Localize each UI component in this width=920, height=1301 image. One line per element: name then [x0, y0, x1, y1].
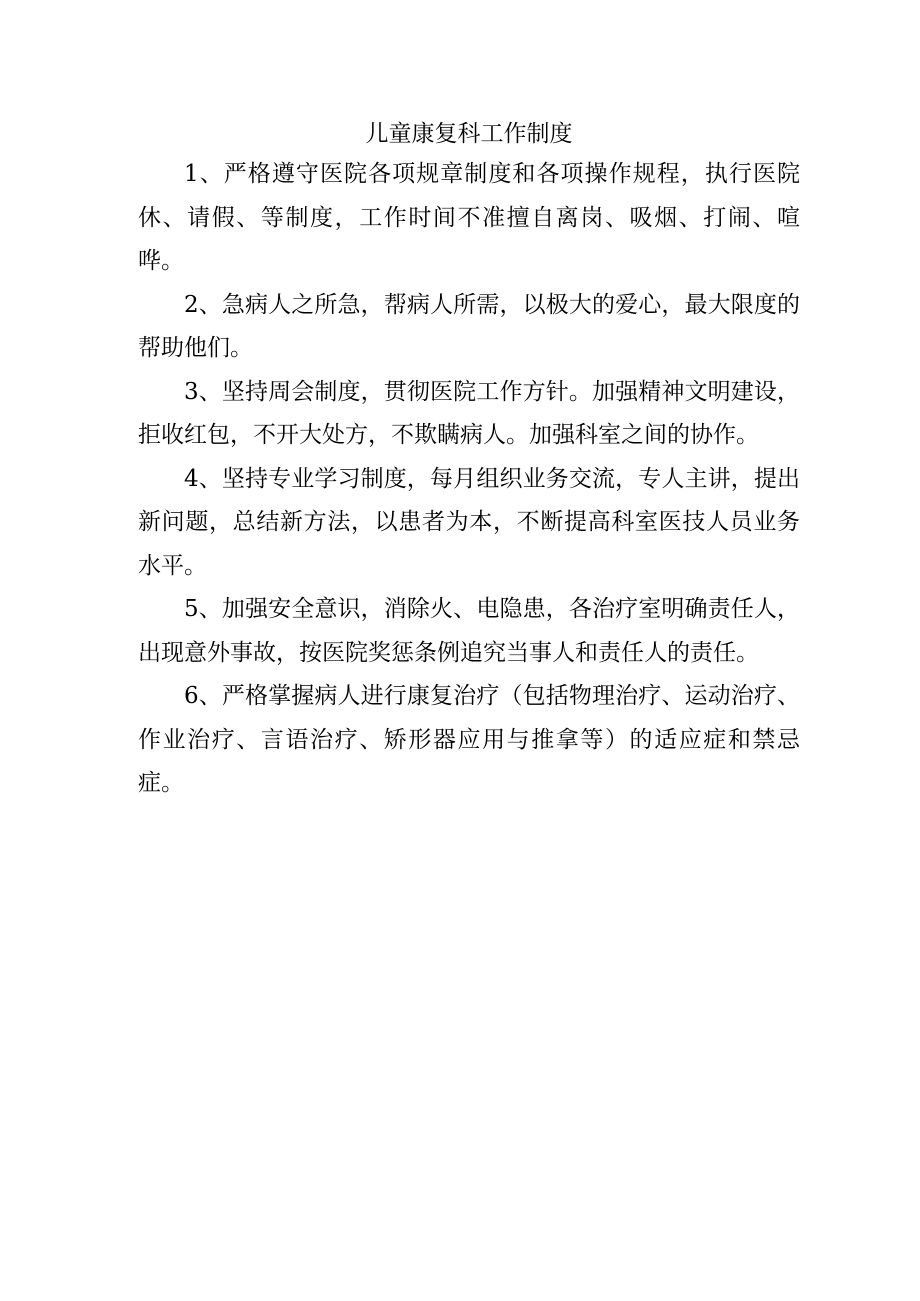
paragraph-6: 6、严格掌握病人进行康复治疗（包括物理治疗、运动治疗、作业治疗、言语治疗、矫形器应用与推拿等）的适应症和禁忌症。: [138, 683, 800, 796]
paragraph-2: 2、急病人之所急，帮病人所需，以极大的爱心，最大限度的帮助他们。: [138, 291, 800, 361]
paragraph-4: 4、坚持专业学习制度，每月组织业务交流，专人主讲，提出新问题，总结新方法，以患者为本，不断提高科室医技人员业务水平。: [138, 465, 800, 579]
paragraph-1: 1、严格遵守医院各项规章制度和各项操作规程，执行医院休、请假、等制度，工作时间不准擅自离岗、吸烟、打闹、喧哗。: [138, 161, 800, 274]
document-body: [138, 115, 800, 806]
document-title: 儿童康复科工作制度: [365, 121, 573, 147]
paragraph-5: 5、加强安全意识，消除火、电隐患，各治疗室明确责任人，出现意外事故，按医院奖惩条例追究当事人和责任人的责任。: [138, 596, 800, 666]
paragraph-3: 3、坚持周会制度，贯彻医院工作方针。加强精神文明建设，拒收红包，不开大处方，不欺瞒病人。加强科室之间的协作。: [138, 378, 800, 448]
